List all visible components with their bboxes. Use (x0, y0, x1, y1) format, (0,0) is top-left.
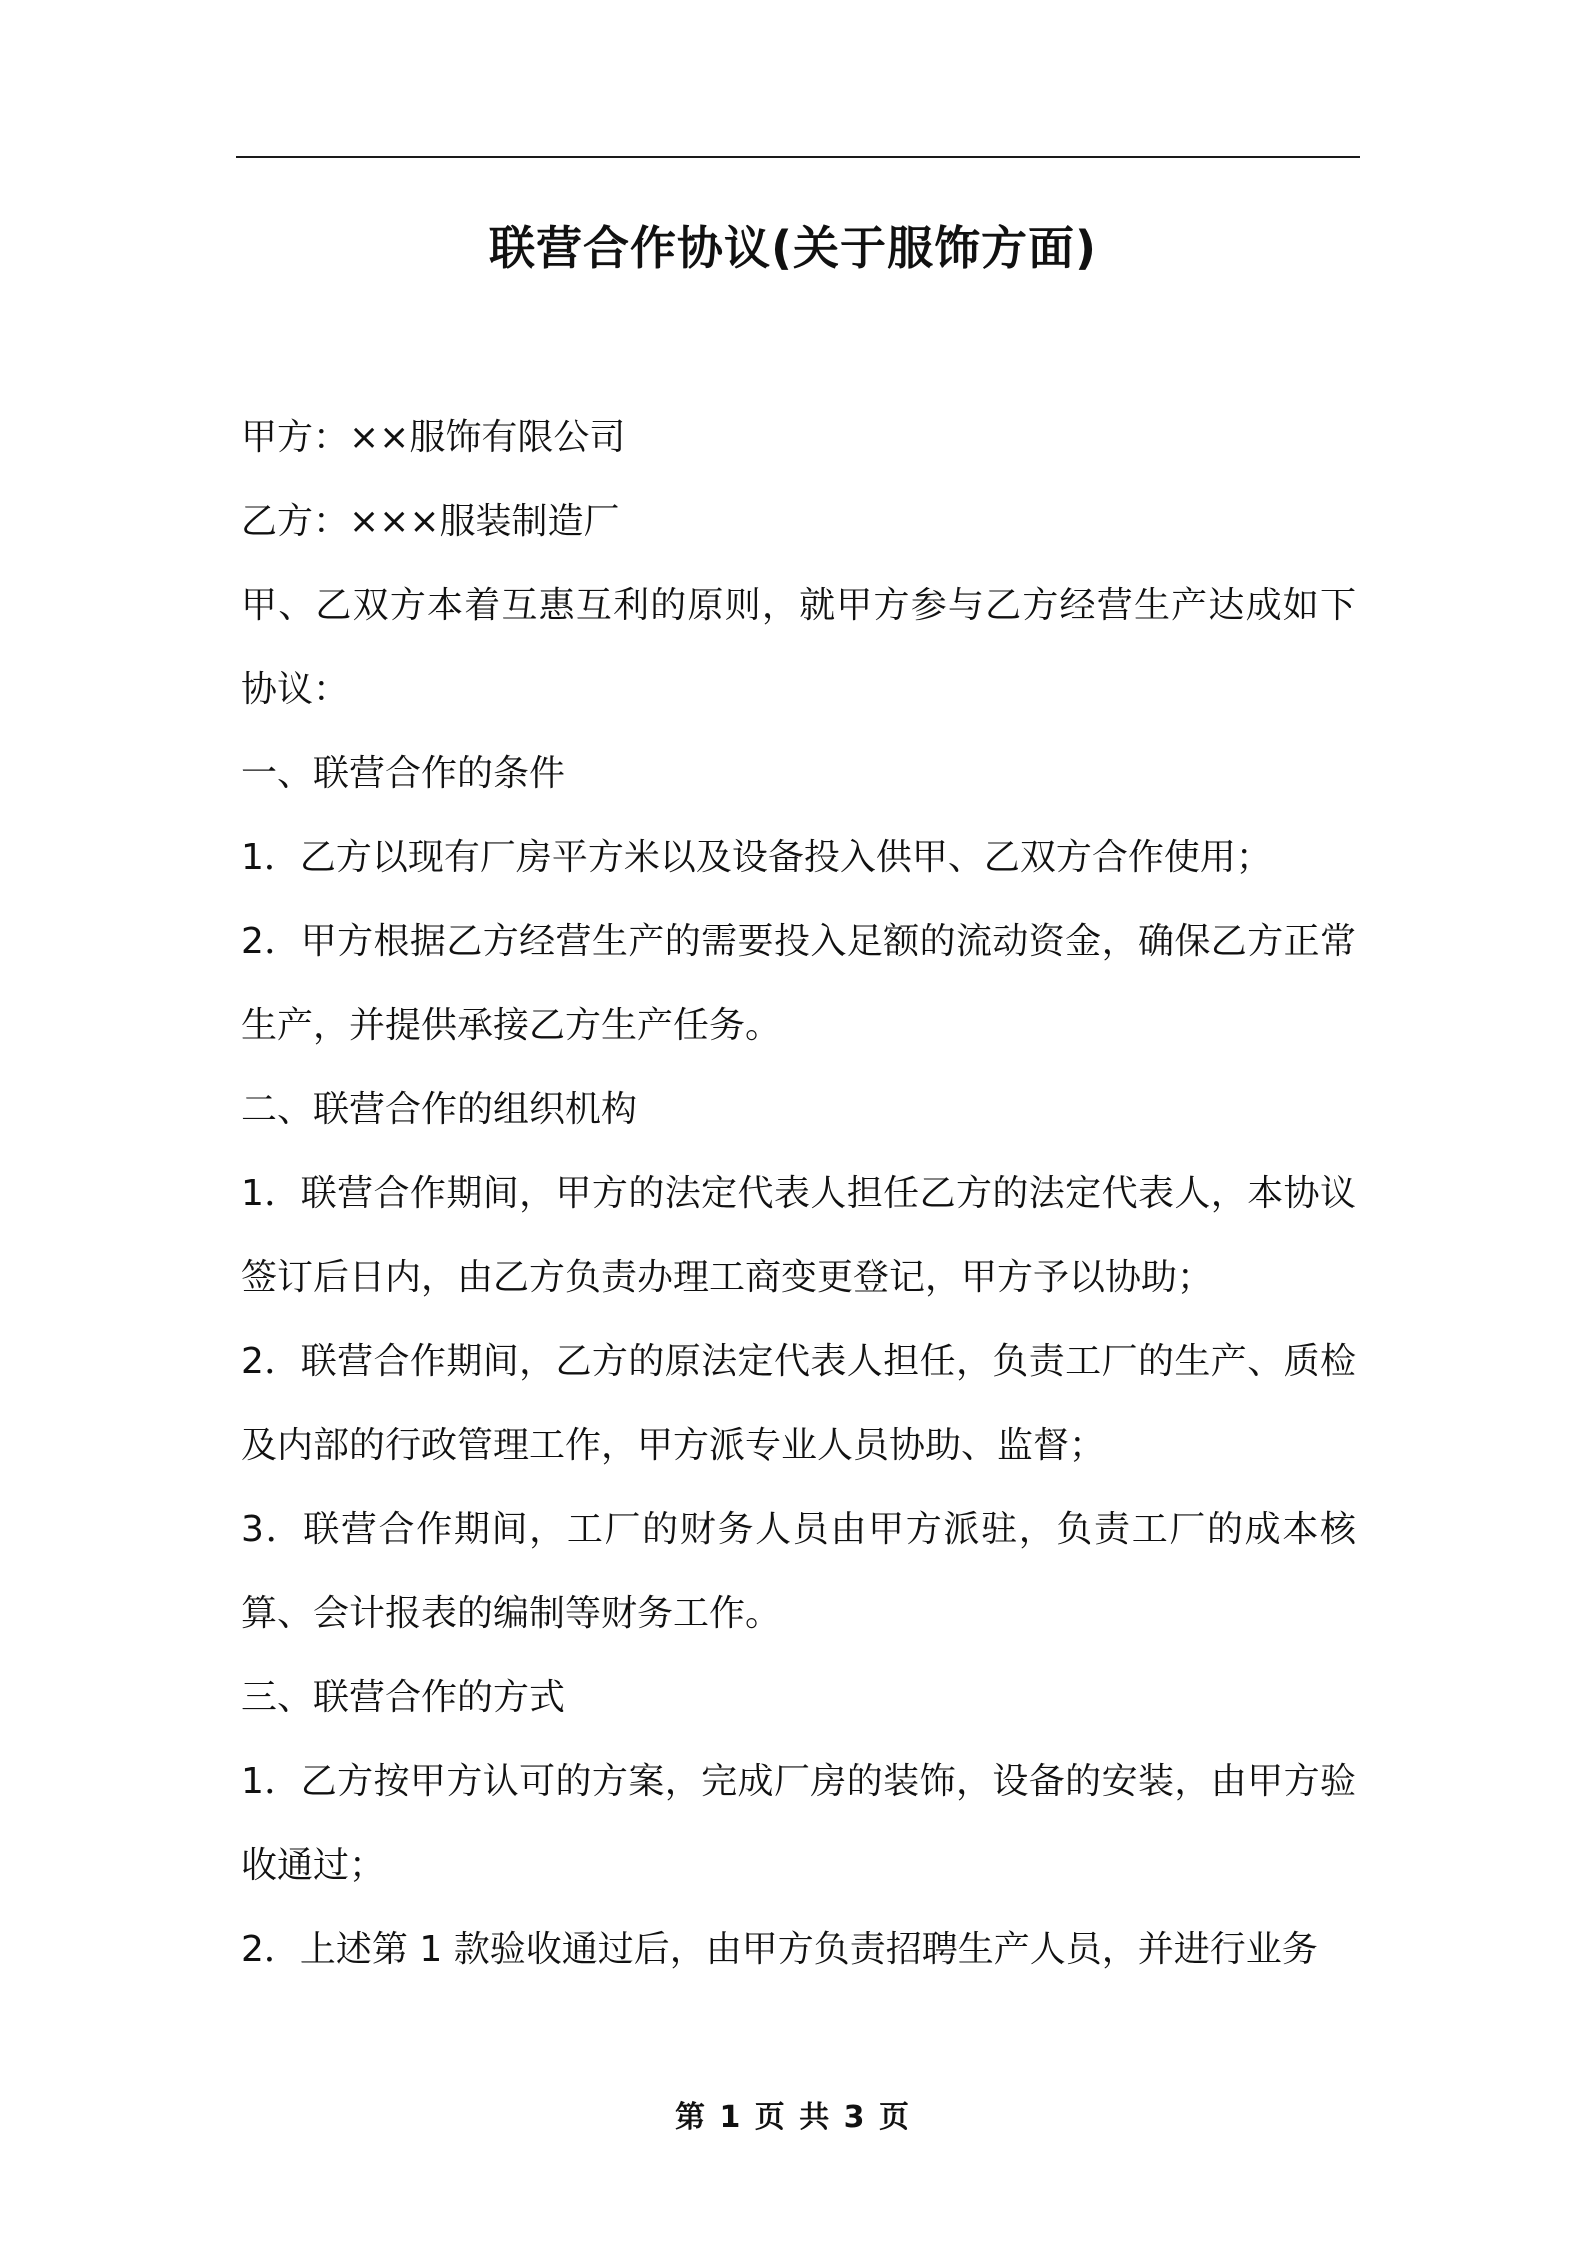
party-b-line: 乙方：×××服装制造厂 (241, 501, 620, 542)
preamble-paragraph: 甲、乙双方本着互惠互利的原则，就甲方参与乙方经营生产达成如下协议： (241, 585, 1356, 710)
clause-2-1: 1．联营合作期间，甲方的法定代表人担任乙方的法定代表人，本协议签订后日内，由乙方负责办理工商变更登记，甲方予以协助； (241, 1173, 1356, 1298)
page-number: 第 1 页 共 3 页 (675, 2100, 911, 2135)
document-body (241, 396, 1356, 1992)
party-a-line: 甲方：××服饰有限公司 (241, 417, 626, 458)
document-title: 联营合作协议(关于服饰方面) (488, 221, 1098, 275)
clause-2-2: 2．联营合作期间，乙方的原法定代表人担任，负责工厂的生产、质检及内部的行政管理工作，甲方派专业人员协助、监督； (241, 1341, 1356, 1466)
clause-3-1: 1．乙方按甲方认可的方案，完成厂房的装饰，设备的安装，由甲方验收通过； (241, 1761, 1356, 1886)
section-heading-2: 二、联营合作的组织机构 (241, 1089, 638, 1130)
header-rule (236, 156, 1360, 158)
clause-3-2: 2．上述第 1 款验收通过后，由甲方负责招聘生产人员，并进行业务 (241, 1929, 1318, 1970)
clause-1-2: 2．甲方根据乙方经营生产的需要投入足额的流动资金，确保乙方正常生产，并提供承接乙方生产任务。 (241, 921, 1356, 1046)
clause-2-3: 3．联营合作期间，工厂的财务人员由甲方派驻，负责工厂的成本核算、会计报表的编制等财务工作。 (241, 1509, 1356, 1634)
section-heading-3: 三、联营合作的方式 (241, 1677, 566, 1718)
clause-1-1: 1．乙方以现有厂房平方米以及设备投入供甲、乙双方合作使用； (241, 837, 1272, 878)
section-heading-1: 一、联营合作的条件 (241, 753, 566, 794)
